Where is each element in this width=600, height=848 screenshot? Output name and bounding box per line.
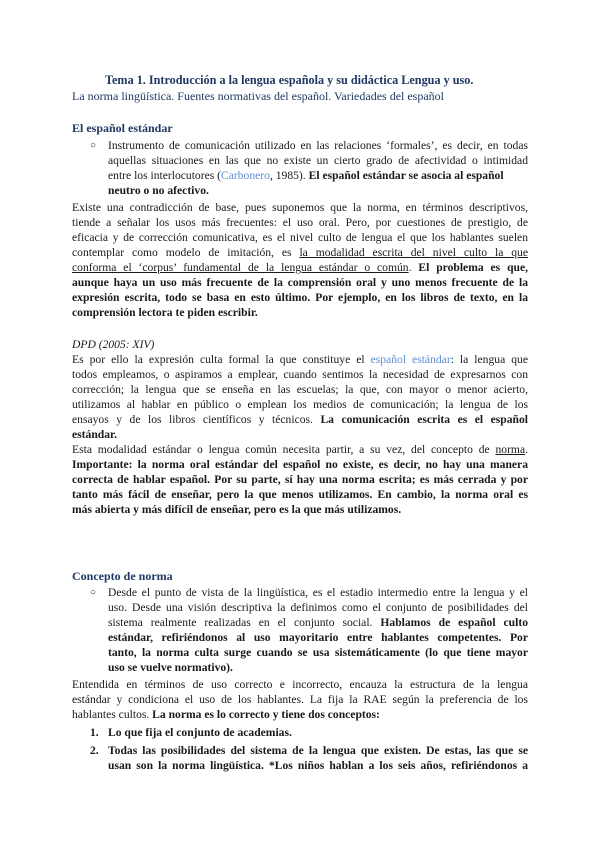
paragraph-line: [72, 412, 528, 427]
paragraph-line: [72, 707, 528, 722]
paragraph-line: Existe una contradicción de base, pues suponemos que la norma, en términos descriptivos,: [72, 201, 528, 214]
bullet-marker: ○: [90, 587, 97, 598]
text-run: .: [525, 443, 528, 456]
citation-link-carbonero[interactable]: Carbonero: [221, 169, 270, 182]
text-run: , 1985).: [269, 169, 309, 182]
page-subtitle: La norma lingüística. Fuentes normativas del español. Variedades del español: [72, 89, 445, 103]
paragraph-line: estándar y condiciona el uso de los hablantes. La fija la RAE según la preferencia de los: [72, 693, 528, 706]
paragraph-line: correcta de hablar español. Por su parte, sí hay una norma escrita; es más cerrada y por: [72, 473, 528, 486]
paragraph-line: más abierta y más difícil de enseñar, pero es la que más utilizamos.: [72, 503, 402, 516]
bullet-line: neutro o no afectivo.: [108, 184, 209, 197]
bullet-line: uso se vuelve normativo).: [108, 661, 233, 674]
bold-text: Hablamos de español culto: [380, 616, 528, 629]
underlined-text: la modalidad escrita del nivel culto la que: [299, 246, 528, 259]
bullet-line: [108, 615, 528, 630]
paragraph-line: expresión escrita, todo se basa en esto último. Por ejemplo, en los libros de texto, en la: [72, 291, 528, 304]
text-run: ensayos y de los libros científicos y técnicos.: [72, 413, 321, 426]
paragraph-line: [72, 442, 528, 457]
bullet-line: Instrumento de comunicación utilizado en las relaciones ‘formales’, es decir, en todas: [108, 139, 528, 152]
bold-text: El problema es que,: [418, 261, 529, 274]
paragraph-line: eficacia y de corrección comunicativa, es el nivel culto de lengua el que los hablantes suelen: [72, 231, 528, 244]
paragraph-line: [72, 352, 528, 367]
text-run: .: [408, 261, 419, 274]
bullet-line: [108, 168, 528, 183]
bullet-line: aquellas situaciones en las que no existe un cierto grado de afectividad o intimidad: [108, 154, 528, 167]
underlined-text: conforma el ‘corpus’ fundamental de la lengua estándar o común: [72, 261, 409, 274]
underlined-text: norma: [495, 443, 526, 456]
paragraph-line: Importante: la norma oral estándar del español no existe, es decir, no hay una manera: [72, 458, 528, 471]
paragraph-line: estándar.: [72, 428, 117, 441]
paragraph-line: [72, 260, 528, 275]
bullet-line: Desde el punto de vista de la lingüística, es el estadio intermedio entre la lengua y el: [108, 586, 528, 599]
list-number: 2.: [90, 744, 99, 757]
bullet-line: uso. Desde una visión descriptiva la definimos como el conjunto de posibilidades del: [108, 601, 528, 614]
paragraph-line: comprensión lectora te piden escribir.: [72, 306, 258, 319]
paragraph-line: [72, 245, 528, 260]
section-heading-concepto-de-norma: Concepto de norma: [72, 569, 173, 583]
list-item: usan son la norma lingüística. *Los niños hablan a los seis años, refiriéndonos a: [108, 759, 528, 772]
text-run: sistema realmente realizadas en el conjunto social.: [108, 616, 381, 629]
paragraph-line: tanto más fácil de enseñar, pero la que menos utilizamos. En cambio, la norma oral es: [72, 488, 528, 501]
text-run: : la lengua que: [450, 353, 528, 366]
bullet-line: estándar, refiriéndonos al uso mayoritario entre hablantes competentes. Por: [108, 631, 528, 644]
paragraph-line: aunque haya un uso más frecuente de la comprensión oral y uno menos frecuente de la: [72, 276, 528, 289]
section-heading-dpd: DPD (2005: XIV): [72, 338, 155, 351]
section-heading-espanol-estandar: El español estándar: [72, 121, 173, 135]
text-run: Es por ello la expresión culta formal la que constituye el: [72, 353, 371, 366]
paragraph-line: todos empleamos, o aspiramos a emplear, cuando sentimos la necesidad de expresarnos con: [72, 368, 528, 381]
text-run: hablantes cultos.: [72, 708, 153, 721]
bold-text: La norma es lo correcto y tiene dos conceptos:: [152, 708, 380, 721]
text-run: entre los interlocutores (: [108, 169, 221, 182]
text-run: contemplar como modelo de imitación, es: [72, 246, 300, 259]
paragraph-line: corrección; la lengua que se enseña en las escuelas; la que, con mayor o menor acierto,: [72, 383, 528, 396]
bold-text: El español estándar se asocia al español: [308, 169, 504, 182]
list-item: Lo que fija el conjunto de academias.: [108, 726, 292, 739]
bullet-marker: ○: [90, 140, 97, 151]
paragraph-line: tiende a señalar los usos más frecuentes: el uso oral. Pero, por cuestiones de prestigio, de: [72, 216, 528, 229]
list-number: 1.: [90, 726, 99, 739]
bold-text: La comunicación escrita es el español: [320, 413, 529, 426]
list-item: Todas las posibilidades del sistema de la lengua que existen. De estas, las que se: [108, 744, 528, 757]
paragraph-line: Entendida en términos de uso correcto e incorrecto, encauza la estructura de la lengua: [72, 678, 528, 691]
paragraph-line: utilizamos al hablar en público o emplean los medios de comunicación; la lengua de los: [72, 398, 528, 411]
page-title: Tema 1. Introducción a la lengua española y su didáctica Lengua y uso.: [105, 73, 474, 87]
link-espanol-estandar[interactable]: español estándar: [370, 353, 451, 366]
bullet-line: tanto, la norma culta surge cuando se usa sistemáticamente (lo que tiene mayor: [108, 646, 528, 659]
text-run: Esta modalidad estándar o lengua común necesita partir, a su vez, del concepto de: [72, 443, 496, 456]
